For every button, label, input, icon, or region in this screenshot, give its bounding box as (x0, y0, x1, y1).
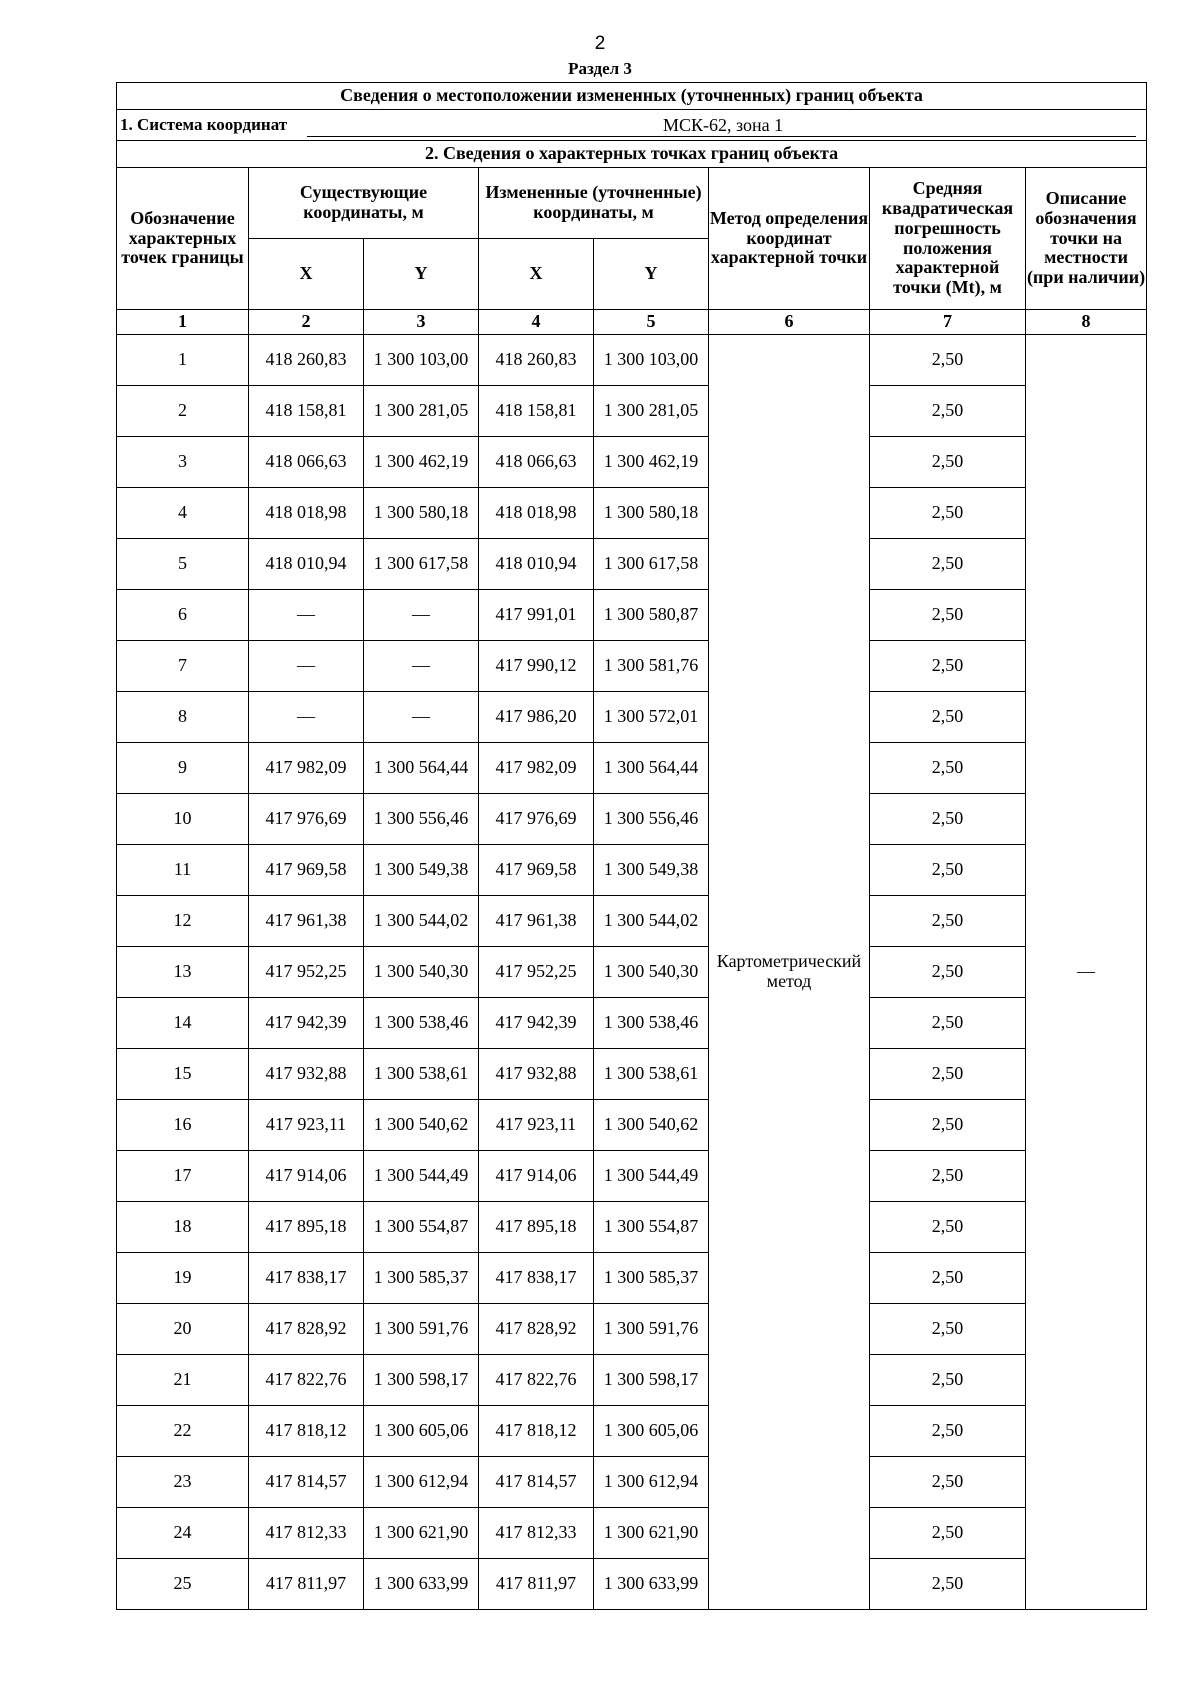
existing-x-cell: 418 260,83 (249, 335, 364, 386)
existing-x-cell: 417 838,17 (249, 1253, 364, 1304)
point-number: 8 (117, 692, 249, 743)
changed-x-cell: 417 914,06 (479, 1151, 594, 1202)
existing-y-cell: 1 300 633,99 (364, 1559, 479, 1610)
table-row (117, 1406, 1147, 1457)
changed-y-cell: 1 300 549,38 (594, 845, 709, 896)
existing-x-cell: 417 828,92 (249, 1304, 364, 1355)
mean-error-cell: 2,50 (870, 845, 1026, 896)
point-number: 17 (117, 1151, 249, 1202)
changed-x-cell: 417 982,09 (479, 743, 594, 794)
point-number: 20 (117, 1304, 249, 1355)
existing-x-cell: 418 158,81 (249, 386, 364, 437)
page-number: 2 (594, 33, 606, 54)
changed-y-cell: 1 300 581,76 (594, 641, 709, 692)
existing-x-cell: 418 010,94 (249, 539, 364, 590)
point-number: 1 (117, 335, 249, 386)
point-number: 5 (117, 539, 249, 590)
existing-y-cell: 1 300 540,62 (364, 1100, 479, 1151)
mean-error-cell: 2,50 (870, 743, 1026, 794)
mean-error-cell: 2,50 (870, 1559, 1026, 1610)
section-title: Раздел 3 (568, 59, 632, 78)
existing-x-cell: 417 982,09 (249, 743, 364, 794)
existing-x-cell: — (249, 641, 364, 692)
changed-x-cell: 417 990,12 (479, 641, 594, 692)
point-number: 6 (117, 590, 249, 641)
point-number: 15 (117, 1049, 249, 1100)
table-row (117, 1559, 1147, 1610)
table-row (117, 896, 1147, 947)
mean-error-cell: 2,50 (870, 1457, 1026, 1508)
point-number: 4 (117, 488, 249, 539)
changed-x-cell: 417 942,39 (479, 998, 594, 1049)
table-row (117, 539, 1147, 590)
existing-y-cell: 1 300 554,87 (364, 1202, 479, 1253)
existing-x-cell: 417 812,33 (249, 1508, 364, 1559)
column-number: 3 (364, 310, 479, 335)
changed-x-cell: 417 814,57 (479, 1457, 594, 1508)
point-number: 24 (117, 1508, 249, 1559)
header-method: Метод определения координат характерной точки (709, 168, 870, 310)
existing-y-cell: 1 300 621,90 (364, 1508, 479, 1559)
changed-x-cell: 417 812,33 (479, 1508, 594, 1559)
column-number: 7 (870, 310, 1026, 335)
existing-y-cell: 1 300 103,00 (364, 335, 479, 386)
existing-x-cell: 417 932,88 (249, 1049, 364, 1100)
changed-x-cell: 417 838,17 (479, 1253, 594, 1304)
table-row (117, 998, 1147, 1049)
point-number: 11 (117, 845, 249, 896)
mean-error-cell: 2,50 (870, 896, 1026, 947)
point-number: 22 (117, 1406, 249, 1457)
header-description: Описание обозначения точки на местности (при наличии) (1026, 168, 1147, 310)
mean-error-cell: 2,50 (870, 1049, 1026, 1100)
table-row (117, 1202, 1147, 1253)
changed-y-cell: 1 300 556,46 (594, 794, 709, 845)
table-row (117, 641, 1147, 692)
header-existing-coords: Существующие координаты, м (249, 168, 479, 239)
changed-y-cell: 1 300 538,46 (594, 998, 709, 1049)
existing-x-cell: 417 818,12 (249, 1406, 364, 1457)
mean-error-cell: 2,50 (870, 794, 1026, 845)
table-row (117, 1355, 1147, 1406)
header-changed-y: Y (594, 239, 709, 310)
existing-x-cell: 417 923,11 (249, 1100, 364, 1151)
point-number: 7 (117, 641, 249, 692)
column-number: 4 (479, 310, 594, 335)
existing-y-cell: — (364, 692, 479, 743)
mean-error-cell: 2,50 (870, 947, 1026, 998)
existing-y-cell: 1 300 538,46 (364, 998, 479, 1049)
boundary-table (116, 82, 1147, 1610)
existing-y-cell: 1 300 585,37 (364, 1253, 479, 1304)
header-existing-x: X (249, 239, 364, 310)
points-section-title: 2. Сведения о характерных точках границ объекта (117, 141, 1147, 168)
changed-x-cell: 417 895,18 (479, 1202, 594, 1253)
changed-x-cell: 417 822,76 (479, 1355, 594, 1406)
column-number: 8 (1026, 310, 1147, 335)
changed-y-cell: 1 300 103,00 (594, 335, 709, 386)
mean-error-cell: 2,50 (870, 1253, 1026, 1304)
changed-y-cell: 1 300 633,99 (594, 1559, 709, 1610)
existing-x-cell: 417 942,39 (249, 998, 364, 1049)
mean-error-cell: 2,50 (870, 998, 1026, 1049)
existing-y-cell: — (364, 590, 479, 641)
changed-x-cell: 417 952,25 (479, 947, 594, 998)
table-row (117, 845, 1147, 896)
changed-y-cell: 1 300 605,06 (594, 1406, 709, 1457)
mean-error-cell: 2,50 (870, 488, 1026, 539)
table-row (117, 1304, 1147, 1355)
column-number: 2 (249, 310, 364, 335)
existing-x-cell: 418 018,98 (249, 488, 364, 539)
changed-y-cell: 1 300 621,90 (594, 1508, 709, 1559)
changed-y-cell: 1 300 554,87 (594, 1202, 709, 1253)
existing-x-cell: — (249, 590, 364, 641)
mean-error-cell: 2,50 (870, 437, 1026, 488)
table-row (117, 743, 1147, 794)
table-row (117, 335, 1147, 386)
changed-y-cell: 1 300 462,19 (594, 437, 709, 488)
changed-y-cell: 1 300 617,58 (594, 539, 709, 590)
point-number: 16 (117, 1100, 249, 1151)
existing-y-cell: — (364, 641, 479, 692)
header-mean-error: Средняя квадратическая погрешность положения характерной точки (Mt), м (870, 168, 1026, 310)
changed-y-cell: 1 300 612,94 (594, 1457, 709, 1508)
table-title: Сведения о местоположении измененных (уточненных) границ объекта (117, 83, 1147, 110)
table-row (117, 1100, 1147, 1151)
table-row (117, 488, 1147, 539)
existing-y-cell: 1 300 591,76 (364, 1304, 479, 1355)
existing-x-cell: 418 066,63 (249, 437, 364, 488)
changed-x-cell: 417 811,97 (479, 1559, 594, 1610)
changed-y-cell: 1 300 281,05 (594, 386, 709, 437)
changed-y-cell: 1 300 572,01 (594, 692, 709, 743)
existing-y-cell: 1 300 544,49 (364, 1151, 479, 1202)
mean-error-cell: 2,50 (870, 1508, 1026, 1559)
point-number: 10 (117, 794, 249, 845)
existing-y-cell: 1 300 544,02 (364, 896, 479, 947)
existing-y-cell: 1 300 549,38 (364, 845, 479, 896)
point-number: 9 (117, 743, 249, 794)
changed-x-cell: 418 010,94 (479, 539, 594, 590)
changed-x-cell: 417 932,88 (479, 1049, 594, 1100)
mean-error-cell: 2,50 (870, 1304, 1026, 1355)
existing-x-cell: 417 976,69 (249, 794, 364, 845)
existing-y-cell: 1 300 281,05 (364, 386, 479, 437)
changed-x-cell: 417 969,58 (479, 845, 594, 896)
mean-error-cell: 2,50 (870, 539, 1026, 590)
mean-error-cell: 2,50 (870, 335, 1026, 386)
table-row (117, 692, 1147, 743)
mean-error-cell: 2,50 (870, 590, 1026, 641)
changed-x-cell: 417 986,20 (479, 692, 594, 743)
table-row (117, 1508, 1147, 1559)
description-cell: — (1026, 335, 1147, 1610)
changed-x-cell: 418 018,98 (479, 488, 594, 539)
point-number: 23 (117, 1457, 249, 1508)
table-row (117, 1253, 1147, 1304)
existing-x-cell: 417 952,25 (249, 947, 364, 998)
existing-y-cell: 1 300 612,94 (364, 1457, 479, 1508)
changed-x-cell: 417 961,38 (479, 896, 594, 947)
changed-y-cell: 1 300 591,76 (594, 1304, 709, 1355)
changed-y-cell: 1 300 538,61 (594, 1049, 709, 1100)
point-number: 3 (117, 437, 249, 488)
method-cell (709, 335, 870, 1610)
point-number: 14 (117, 998, 249, 1049)
existing-x-cell: 417 814,57 (249, 1457, 364, 1508)
changed-x-cell: 417 828,92 (479, 1304, 594, 1355)
point-number: 25 (117, 1559, 249, 1610)
changed-y-cell: 1 300 564,44 (594, 743, 709, 794)
coord-system-label: 1. Система координат (120, 114, 288, 134)
existing-x-cell: 417 961,38 (249, 896, 364, 947)
existing-x-cell: 417 822,76 (249, 1355, 364, 1406)
mean-error-cell: 2,50 (870, 1406, 1026, 1457)
existing-x-cell: 417 969,58 (249, 845, 364, 896)
existing-x-cell: — (249, 692, 364, 743)
header-changed-coords: Измененные (уточненные) координаты, м (479, 168, 709, 239)
header-changed-x: X (479, 239, 594, 310)
existing-y-cell: 1 300 598,17 (364, 1355, 479, 1406)
point-number: 13 (117, 947, 249, 998)
existing-y-cell: 1 300 617,58 (364, 539, 479, 590)
existing-y-cell: 1 300 580,18 (364, 488, 479, 539)
changed-x-cell: 417 818,12 (479, 1406, 594, 1457)
table-row (117, 386, 1147, 437)
coord-system-row (117, 110, 1147, 141)
table-row (117, 437, 1147, 488)
point-number: 21 (117, 1355, 249, 1406)
changed-y-cell: 1 300 598,17 (594, 1355, 709, 1406)
existing-y-cell: 1 300 556,46 (364, 794, 479, 845)
changed-y-cell: 1 300 544,02 (594, 896, 709, 947)
table-row (117, 1049, 1147, 1100)
point-number: 2 (117, 386, 249, 437)
header-existing-y: Y (364, 239, 479, 310)
existing-y-cell: 1 300 540,30 (364, 947, 479, 998)
table-row (117, 794, 1147, 845)
column-number: 6 (709, 310, 870, 335)
existing-y-cell: 1 300 564,44 (364, 743, 479, 794)
point-number: 18 (117, 1202, 249, 1253)
changed-x-cell: 417 923,11 (479, 1100, 594, 1151)
existing-x-cell: 417 895,18 (249, 1202, 364, 1253)
mean-error-cell: 2,50 (870, 386, 1026, 437)
point-number: 19 (117, 1253, 249, 1304)
changed-y-cell: 1 300 580,18 (594, 488, 709, 539)
coord-system-value: МСК-62, зона 1 (307, 114, 1136, 137)
column-number: 1 (117, 310, 249, 335)
changed-y-cell: 1 300 540,62 (594, 1100, 709, 1151)
header-point-designation: Обозначение характерных точек границы (117, 168, 249, 310)
changed-x-cell: 418 260,83 (479, 335, 594, 386)
mean-error-cell: 2,50 (870, 1202, 1026, 1253)
changed-y-cell: 1 300 580,87 (594, 590, 709, 641)
existing-y-cell: 1 300 462,19 (364, 437, 479, 488)
changed-x-cell: 417 976,69 (479, 794, 594, 845)
existing-y-cell: 1 300 605,06 (364, 1406, 479, 1457)
existing-x-cell: 417 914,06 (249, 1151, 364, 1202)
point-number: 12 (117, 896, 249, 947)
mean-error-cell: 2,50 (870, 1151, 1026, 1202)
existing-y-cell: 1 300 538,61 (364, 1049, 479, 1100)
existing-x-cell: 417 811,97 (249, 1559, 364, 1610)
mean-error-cell: 2,50 (870, 1355, 1026, 1406)
mean-error-cell: 2,50 (870, 692, 1026, 743)
method-value: Картометрический метод (716, 951, 862, 991)
changed-y-cell: 1 300 544,49 (594, 1151, 709, 1202)
changed-x-cell: 418 158,81 (479, 386, 594, 437)
mean-error-cell: 2,50 (870, 1100, 1026, 1151)
changed-y-cell: 1 300 585,37 (594, 1253, 709, 1304)
changed-y-cell: 1 300 540,30 (594, 947, 709, 998)
table-row (117, 1151, 1147, 1202)
table-row (117, 947, 1147, 998)
changed-x-cell: 417 991,01 (479, 590, 594, 641)
mean-error-cell: 2,50 (870, 641, 1026, 692)
changed-x-cell: 418 066,63 (479, 437, 594, 488)
table-row (117, 590, 1147, 641)
column-number: 5 (594, 310, 709, 335)
table-row (117, 1457, 1147, 1508)
